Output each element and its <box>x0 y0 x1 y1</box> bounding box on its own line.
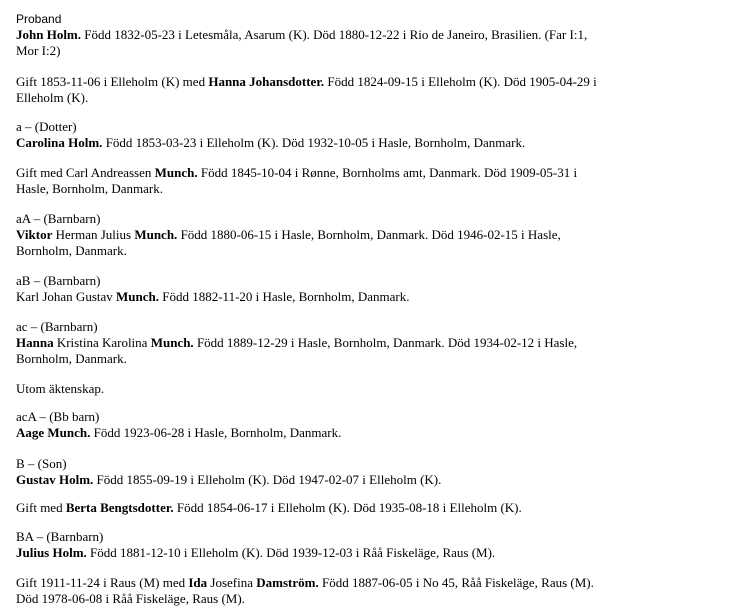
child-B-marriage-line <box>16 500 716 516</box>
grandchild-BA-details: Född 1881-12-10 i Elleholm (K). Död 1939-12-03 i Råå Fiskeläge, Raus (M). <box>86 545 496 560</box>
grandchild-aB-details: Född 1882-11-20 i Hasle, Bornholm, Danmark. <box>159 289 410 304</box>
child-B-label: B – (Son) <box>16 456 67 471</box>
greatgrandchild-acA-entry <box>16 409 716 441</box>
proband-marriage-prefix: Gift 1853-11-06 i Elleholm (K) med <box>16 74 209 89</box>
grandchild-ac-entry <box>16 319 716 367</box>
grandchild-BA-spouse-last: Damström. <box>256 575 319 590</box>
greatgrandchild-acA-label: acA – (Bb barn) <box>16 409 100 424</box>
greatgrandchild-acA-line <box>16 425 716 441</box>
child-a-name: Carolina Holm. <box>16 135 103 150</box>
grandchild-BA-spouse-details: Född 1887-06-05 i No 45, Råå Fiskeläge, Raus (M). <box>318 575 594 590</box>
grandchild-BA-entry <box>16 529 716 561</box>
proband-line2: Mor I:2) <box>16 43 61 58</box>
proband-entry <box>16 11 716 59</box>
outside-marriage-note <box>16 381 716 397</box>
child-a-spouse-surname: Munch. <box>154 165 198 180</box>
grandchild-aA-first: Viktor <box>16 227 53 242</box>
grandchild-aA-entry <box>16 211 716 259</box>
grandchild-aB-entry <box>16 273 716 305</box>
grandchild-BA-marriage-line <box>16 575 716 591</box>
grandchild-ac-first: Hanna <box>16 335 54 350</box>
grandchild-ac-details: Född 1889-12-29 i Hasle, Bornholm, Danmark. Död 1934-02-12 i Hasle, <box>193 335 578 350</box>
child-B-marriage <box>16 500 716 516</box>
child-B-spouse-details: Född 1854-06-17 i Elleholm (K). Död 1935-08-18 i Elleholm (K). <box>173 500 522 515</box>
child-a-marriage-line <box>16 165 716 181</box>
grandchild-aA-line2: Bornholm, Danmark. <box>16 243 127 258</box>
child-a-line <box>16 135 716 151</box>
proband-marriage-line2: Elleholm (K). <box>16 90 89 105</box>
grandchild-aA-details: Född 1880-06-15 i Hasle, Bornholm, Danmark. Död 1946-02-15 i Hasle, <box>177 227 561 242</box>
proband-label: Proband <box>16 12 62 26</box>
grandchild-BA-marriage-line2: Död 1978-06-08 i Råå Fiskeläge, Raus (M). <box>16 591 245 606</box>
child-a-marriage <box>16 165 716 197</box>
child-B-spouse-name: Berta Bengtsdotter. <box>65 500 174 515</box>
child-a-label: a – (Dotter) <box>16 119 77 134</box>
proband-marriage-line <box>16 74 716 90</box>
grandchild-aB-line <box>16 289 716 305</box>
proband-line <box>16 27 716 43</box>
grandchild-ac-line2: Bornholm, Danmark. <box>16 351 127 366</box>
child-B-line <box>16 472 716 488</box>
child-a-marriage-line2: Hasle, Bornholm, Danmark. <box>16 181 163 196</box>
proband-marriage <box>16 74 716 106</box>
proband-spouse-details: Född 1824-09-15 i Elleholm (K). Död 1905-04-29 i <box>324 74 597 89</box>
grandchild-aB-last: Munch. <box>116 289 159 304</box>
grandchild-BA-spouse-first: Ida <box>188 575 208 590</box>
grandchild-ac-line <box>16 335 716 351</box>
grandchild-ac-last: Munch. <box>150 335 194 350</box>
grandchild-aB-prefix: Karl Johan Gustav <box>16 289 117 304</box>
grandchild-BA-name: Julius Holm. <box>16 545 87 560</box>
grandchild-aA-label: aA – (Barnbarn) <box>16 211 101 226</box>
grandchild-aA-line <box>16 227 716 243</box>
grandchild-BA-spouse-middle: Josefina <box>207 575 257 590</box>
grandchild-aA-middle: Herman Julius <box>52 227 135 242</box>
grandchild-ac-middle: Kristina Karolina <box>53 335 151 350</box>
grandchild-aA-last: Munch. <box>134 227 178 242</box>
proband-spouse-name: Hanna Johansdotter. <box>208 74 325 89</box>
grandchild-ac-label: ac – (Barnbarn) <box>16 319 98 334</box>
child-a-marriage-prefix: Gift med Carl Andreassen <box>16 165 155 180</box>
greatgrandchild-acA-name: Aage Munch. <box>16 425 91 440</box>
grandchild-BA-line <box>16 545 716 561</box>
child-B-name: Gustav Holm. <box>16 472 94 487</box>
proband-name: John Holm. <box>16 27 82 42</box>
grandchild-BA-marriage <box>16 575 716 607</box>
child-a-spouse-details: Född 1845-10-04 i Rønne, Bornholms amt, Danmark. Död 1909-05-31 i <box>197 165 578 180</box>
proband-details: Född 1832-05-23 i Letesmåla, Asarum (K). Död 1880-12-22 i Rio de Janeiro, Brasilien. (Far I:1, <box>81 27 588 42</box>
grandchild-BA-label: BA – (Barnbarn) <box>16 529 104 544</box>
child-a-details: Född 1853-03-23 i Elleholm (K). Död 1932-10-05 i Hasle, Bornholm, Danmark. <box>102 135 526 150</box>
outside-marriage-text: Utom äktenskap. <box>16 381 105 396</box>
child-B-details: Född 1855-09-19 i Elleholm (K). Död 1947-02-07 i Elleholm (K). <box>93 472 442 487</box>
grandchild-aB-label: aB – (Barnbarn) <box>16 273 101 288</box>
grandchild-BA-marriage-prefix: Gift 1911-11-24 i Raus (M) med <box>16 575 189 590</box>
child-B-marriage-prefix: Gift med <box>16 500 66 515</box>
child-a-entry <box>16 119 716 151</box>
greatgrandchild-acA-details: Född 1923-06-28 i Hasle, Bornholm, Danmark. <box>90 425 342 440</box>
child-B-entry <box>16 456 716 488</box>
